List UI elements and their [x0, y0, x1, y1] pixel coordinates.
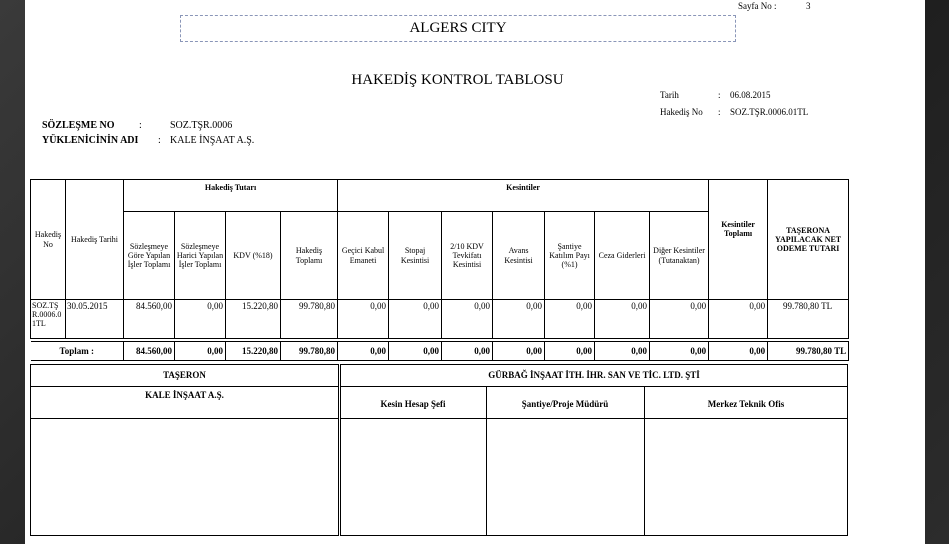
- city-title-box: [180, 15, 736, 42]
- page-title: HAKEDİŞ KONTROL TABLOSU: [351, 72, 564, 88]
- hakedis-no-label: Hakediş No: [660, 107, 703, 117]
- cell-hakedis-no: SOZ.TŞR.0006.01TL: [31, 300, 66, 339]
- company-signature-box: [340, 364, 848, 536]
- contract-value: SOZ.TŞR.0006: [170, 120, 233, 131]
- total-row: [31, 342, 849, 361]
- contractor-colon: :: [158, 135, 161, 146]
- total-sozlesme-gore: 84.560,00: [124, 342, 175, 361]
- total-kesintiler-toplami: 0,00: [709, 342, 768, 361]
- total-hakedis-toplami: 99.780,80: [281, 342, 338, 361]
- col-stopaj: Stopaj Kesintisi: [389, 212, 442, 300]
- col-diger: Diğer Kesintiler (Tutanaktan): [650, 212, 709, 300]
- total-gecici: 0,00: [338, 342, 389, 361]
- cell-tarih: 30.05.2015: [66, 300, 124, 339]
- contractor-value: KALE İNŞAAT A.Ş.: [170, 135, 255, 146]
- col-sozlesme-harici: Sözleşmeye Harici Yapılan İşler Toplamı: [175, 212, 226, 300]
- cell-hakedis-toplami: 99.780,80: [281, 300, 338, 339]
- cell-ceza: 0,00: [595, 300, 650, 339]
- total-net-odeme: 99.780,80 TL: [768, 342, 849, 361]
- cell-santiye: 0,00: [545, 300, 595, 339]
- report-page: [25, 0, 925, 544]
- contractor-label: YÜKLENİCİNİN ADI: [42, 135, 139, 146]
- col-hakedis-tarihi: Hakediş Tarihi: [66, 180, 124, 300]
- contract-colon: :: [139, 120, 142, 131]
- total-ceza: 0,00: [595, 342, 650, 361]
- date-label: Tarih: [660, 90, 679, 100]
- cell-kesintiler-toplami: 0,00: [709, 300, 768, 339]
- company-title: GÜRBAĞ İNŞAAT İTH. İHR. SAN VE TİC. LTD. ŞTİ: [488, 370, 700, 380]
- total-label: Toplam :: [31, 342, 124, 361]
- col-taserona-net-odeme: TAŞERONA YAPILACAK NET ODEME TUTARI: [768, 180, 849, 300]
- col-ceza: Ceza Giderleri: [595, 212, 650, 300]
- date-colon: :: [718, 90, 721, 100]
- total-stopaj: 0,00: [389, 342, 442, 361]
- taseron-name: KALE İNŞAAT A.Ş.: [145, 390, 224, 400]
- total-santiye: 0,00: [545, 342, 595, 361]
- cell-net-odeme: 99.780,80 TL: [768, 300, 849, 339]
- total-diger: 0,00: [650, 342, 709, 361]
- col-avans: Avans Kesintisi: [493, 212, 545, 300]
- total-tevkifat: 0,00: [442, 342, 493, 361]
- role-merkez-teknik-ofis: Merkez Teknik Ofis: [707, 399, 785, 409]
- total-avans: 0,00: [493, 342, 545, 361]
- hakedis-no-colon: :: [718, 107, 721, 117]
- taseron-title: TAŞERON: [163, 370, 206, 380]
- col-gecici-kabul: Geçici Kabul Emaneti: [338, 212, 389, 300]
- cell-diger: 0,00: [650, 300, 709, 339]
- hakedis-table: [30, 179, 849, 361]
- cell-stopaj: 0,00: [389, 300, 442, 339]
- col-kdv: KDV (%18): [226, 212, 281, 300]
- col-santiye: Şantiye Katılım Payı (%1): [545, 212, 595, 300]
- group-hakedis-tutari: Hakediş Tutarı: [124, 180, 338, 212]
- col-hakedis-no: Hakediş No: [31, 180, 66, 300]
- page-number-label: Sayfa No : 3: [738, 1, 811, 11]
- city-title: ALGERS CITY: [409, 20, 507, 36]
- col-tevkifat: 2/10 KDV Tevkifatı Kesintisi: [442, 212, 493, 300]
- cell-gecici: 0,00: [338, 300, 389, 339]
- cell-sozlesme-harici: 0,00: [175, 300, 226, 339]
- role-santiye-proje-muduru: Şantiye/Proje Müdürü: [521, 399, 609, 409]
- cell-tevkifat: 0,00: [442, 300, 493, 339]
- cell-avans: 0,00: [493, 300, 545, 339]
- contract-label: SÖZLEŞME NO: [42, 120, 115, 131]
- cell-kdv: 15.220,80: [226, 300, 281, 339]
- date-value: 06.08.2015: [730, 90, 771, 100]
- hakedis-no-value: SOZ.TŞR.0006.01TL: [730, 107, 809, 117]
- total-kdv: 15.220,80: [226, 342, 281, 361]
- role-kesin-hesap-sefi: Kesin Hesap Şefi: [380, 399, 446, 409]
- col-sozlesme-gore: Sözleşmeye Göre Yapılan İşler Toplamı: [124, 212, 175, 300]
- total-sozlesme-harici: 0,00: [175, 342, 226, 361]
- table-row: [31, 300, 849, 339]
- page-number: 3: [806, 1, 811, 11]
- col-hakedis-toplami: Hakediş Toplamı: [281, 212, 338, 300]
- col-kesintiler-toplami: Kesintiler Toplamı: [709, 180, 768, 300]
- cell-sozlesme-gore: 84.560,00: [124, 300, 175, 339]
- group-kesintiler: Kesintiler: [338, 180, 709, 212]
